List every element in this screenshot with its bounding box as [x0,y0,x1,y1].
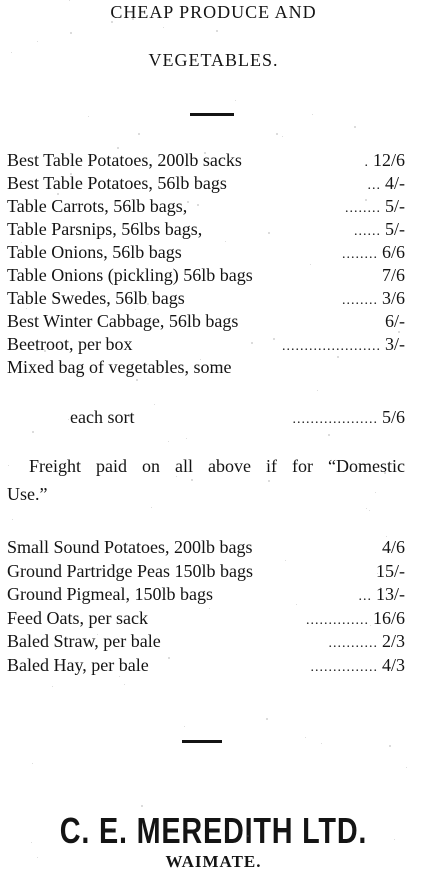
print-speck [187,201,189,203]
item-name: Ground Partridge Peas 150lb bags [7,560,253,581]
print-speck [136,379,138,381]
dot-leader: ........ [341,247,378,262]
item-price: 5/- [385,219,405,239]
print-speck [235,100,236,101]
print-speck [209,608,210,609]
dot-leader: .............. [305,612,369,628]
print-speck [11,52,12,53]
print-speck [247,835,249,837]
dot-leader: ............... [310,660,378,675]
item-price: 7/6 [381,265,405,285]
print-speck [366,508,367,509]
print-speck [380,587,381,588]
print-speck [21,242,22,243]
divider-rule-top [190,113,234,116]
print-speck [12,519,13,520]
list-item [7,333,405,355]
print-speck [138,133,140,135]
list-item [7,149,405,171]
dot-leader: ...................... [282,339,381,354]
print-speck [394,839,395,840]
print-speck [204,152,206,154]
print-speck [273,338,275,340]
print-speck [276,133,278,135]
headline-line-2: VEGETABLES. [148,50,279,70]
freight-notice: Freight paid on all above if for “Domestic Use.” [7,456,405,504]
print-speck [37,41,38,42]
print-speck [37,857,38,858]
print-speck [312,114,313,115]
print-speck [305,737,306,738]
item-price: 5/- [385,196,405,216]
dot-leader: ... [358,589,372,605]
item-name: Table Parsnips, 56lbs bags, [7,219,203,239]
print-speck [31,842,32,843]
print-speck [32,763,33,764]
list-item [7,630,405,652]
list-item [7,172,405,194]
item-price: 5/6 [381,407,405,427]
list-item [7,195,405,217]
list-item [7,536,405,558]
print-speck [337,356,339,358]
print-speck [225,241,226,242]
print-speck [186,438,187,439]
item-name: Table Swedes, 56lb bags [7,288,185,308]
dot-leader: ................... [292,412,378,427]
print-speck [69,0,70,1]
print-speck [70,32,72,34]
item-name: Table Onions, 56lb bags [7,242,182,262]
dot-leader: ........... [328,636,378,652]
item-price: 12/6 [372,150,405,170]
print-speck [268,232,270,234]
print-speck [88,116,89,117]
print-speck [268,480,270,482]
print-speck [52,686,53,687]
item-name: Best Winter Cabbage, 56lb bags [7,311,239,331]
item-price: 4/6 [381,537,405,557]
print-speck [251,342,253,344]
print-speck [365,199,367,201]
print-speck [176,476,177,477]
print-speck [168,441,169,442]
print-speck [398,331,400,333]
print-speck [197,204,199,206]
list-item [7,560,405,582]
print-speck [384,472,386,474]
divider-rule-bottom [182,740,222,743]
print-speck [74,298,76,300]
print-speck [117,147,119,149]
dot-leader: ........ [345,201,381,216]
print-speck [165,593,166,594]
item-name: Feed Oats, per sack [7,607,148,628]
print-speck [216,30,218,32]
print-speck [96,543,97,544]
item-name: Small Sound Potatoes, 200lb bags [7,537,253,557]
print-speck [389,745,391,747]
dot-leader: ... [367,178,381,193]
list-item [7,654,405,676]
print-speck [310,264,311,265]
print-speck [119,676,120,677]
print-speck [285,560,286,561]
item-name: each sort [70,407,135,427]
item-price: 13/- [376,584,405,605]
item-name: Table Onions (pickling) 56lb bags [7,265,253,285]
print-speck [154,404,155,405]
print-speck [377,573,378,574]
print-speck [57,193,59,195]
print-speck [77,569,78,570]
print-speck [184,726,185,727]
print-speck [97,634,98,635]
print-speck [296,604,297,605]
print-speck [221,365,223,367]
print-speck [191,479,193,481]
list-item-continuation [70,406,405,428]
print-speck [70,173,72,175]
print-speck [328,434,330,436]
list-item [7,310,405,332]
item-price: 2/3 [381,631,405,652]
print-speck [200,359,201,360]
print-speck [124,684,125,685]
print-speck [147,303,149,305]
list-item [7,287,405,309]
print-speck [168,657,170,659]
item-price: 4/- [385,173,405,193]
item-price: 3/- [385,334,405,354]
print-speck [282,136,283,137]
list-item [7,356,405,378]
print-speck [389,206,390,207]
print-speck [135,309,136,310]
item-name: Mixed bag of vegetables, some [7,357,232,377]
item-price: 16/6 [372,607,405,628]
print-speck [28,161,29,162]
list-item [7,218,405,240]
item-name: Baled Hay, per bale [7,655,149,675]
item-price: 6/6 [381,242,405,262]
item-price: 15/- [376,560,405,581]
print-speck [44,350,46,352]
print-speck [370,625,371,626]
print-speck [132,18,134,20]
print-speck [375,492,376,493]
print-speck [111,21,113,23]
dot-leader: ........ [341,293,378,308]
print-speck [386,536,387,537]
print-speck [406,767,407,768]
print-speck [68,419,69,420]
item-price: 4/3 [381,655,405,675]
print-speck [151,507,152,508]
print-speck [8,465,9,466]
print-speck [369,510,370,511]
print-speck [148,277,149,278]
merchant-town: WAIMATE. [165,852,262,871]
item-name: Best Table Potatoes, 56lb bags [7,173,227,193]
dot-leader: ...... [354,224,381,239]
print-speck [112,828,114,830]
print-speck [163,27,164,28]
item-price: 6/- [385,311,405,331]
item-name: Baled Straw, per bale [7,631,161,652]
print-speck [317,390,318,391]
item-price: 3/6 [381,288,405,308]
print-speck [32,431,34,433]
print-speck [141,805,143,807]
dot-leader: . [364,155,369,170]
merchant-name: C. E. MEREDITH LTD. [59,810,368,851]
item-name: Ground Pigmeal, 150lb bags [7,584,213,605]
headline-line-1: CHEAP PRODUCE AND [110,2,317,22]
list-item [7,583,405,605]
print-speck [354,126,356,128]
item-name: Beetroot, per box [7,334,133,354]
item-name: Best Table Potatoes, 200lb sacks [7,150,242,170]
print-speck [158,467,159,468]
print-speck [184,228,185,229]
list-item [7,264,405,286]
print-speck [321,743,322,744]
list-item [7,607,405,629]
print-speck [266,718,268,720]
print-speck [26,308,27,309]
item-name: Table Carrots, 56lb bags, [7,196,188,216]
print-speck [36,349,38,351]
list-item [7,241,405,263]
print-speck [186,827,187,828]
